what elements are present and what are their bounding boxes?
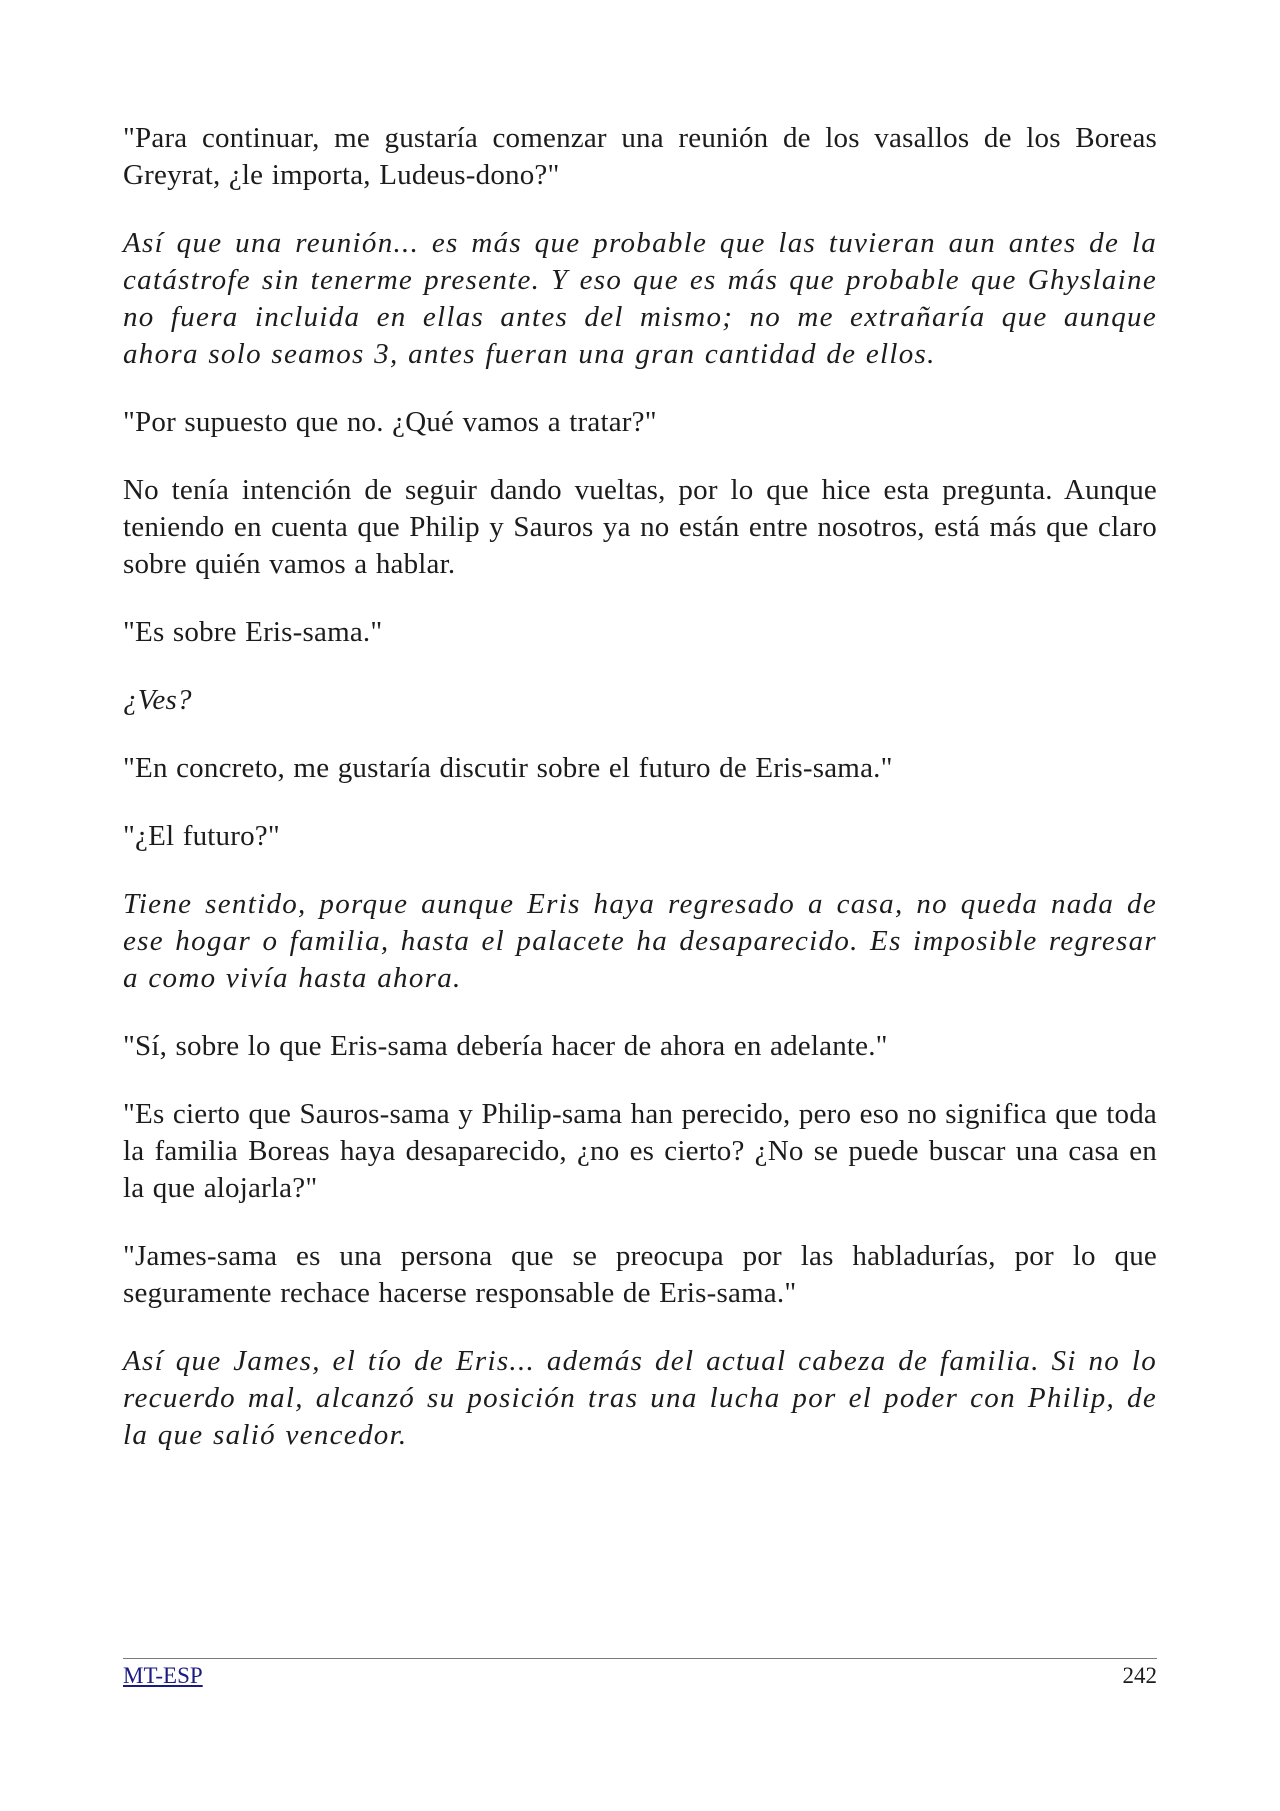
- paragraph-1: "Para continuar, me gustaría comenzar una reunión de los vasallos de los Boreas Greyrat, ¿le importa, Ludeus-dono?": [123, 122, 1157, 191]
- document-body: [123, 120, 1157, 1485]
- paragraph-8: "¿El futuro?": [123, 820, 280, 852]
- footer-divider: [123, 1658, 1157, 1659]
- paragraph-13: Así que James, el tío de Eris... además del actual cabeza de familia. Si no lo recuerdo mal, alcanzó su posición tras una lucha por el poder con Philip, de la que salió vencedor.: [123, 1345, 1157, 1451]
- paragraph-11: "Es cierto que Sauros-sama y Philip-sama han perecido, pero eso no significa que toda la familia Boreas haya desaparecido, ¿no es cierto? ¿No se puede buscar una casa en la que alojarla?": [123, 1098, 1157, 1204]
- footer-brand-link[interactable]: MT-ESP: [123, 1663, 203, 1688]
- paragraph-5: "Es sobre Eris-sama.": [123, 616, 383, 648]
- paragraph-2: Así que una reunión... es más que probable que las tuvieran aun antes de la catástrofe sin tenerme presente. Y eso que es más que probable que Ghyslaine no fuera incluida en ellas antes del mismo; no me extrañaría que aunque ahora solo seamos 3, antes fueran una gran cantidad de ellos.: [123, 227, 1157, 370]
- paragraph-3: "Por supuesto que no. ¿Qué vamos a tratar?": [123, 406, 657, 438]
- page-footer: [123, 1660, 1157, 1692]
- paragraph-6: ¿Ves?: [123, 684, 192, 716]
- paragraph-9: Tiene sentido, porque aunque Eris haya regresado a casa, no queda nada de ese hogar o familia, hasta el palacete ha desaparecido. Es imposible regresar a como vivía hasta ahora.: [123, 888, 1157, 994]
- page-number: 242: [1122, 1663, 1157, 1688]
- paragraph-4: No tenía intención de seguir dando vueltas, por lo que hice esta pregunta. Aunque teniendo en cuenta que Philip y Sauros ya no están entre nosotros, está más que claro sobre quién vamos a hablar.: [123, 474, 1157, 580]
- paragraph-7: "En concreto, me gustaría discutir sobre el futuro de Eris-sama.": [123, 752, 893, 784]
- paragraph-12: "James-sama es una persona que se preocupa por las habladurías, por lo que seguramente rechace hacerse responsable de Eris-sama.": [123, 1240, 1157, 1309]
- paragraph-10: "Sí, sobre lo que Eris-sama debería hacer de ahora en adelante.": [123, 1030, 888, 1062]
